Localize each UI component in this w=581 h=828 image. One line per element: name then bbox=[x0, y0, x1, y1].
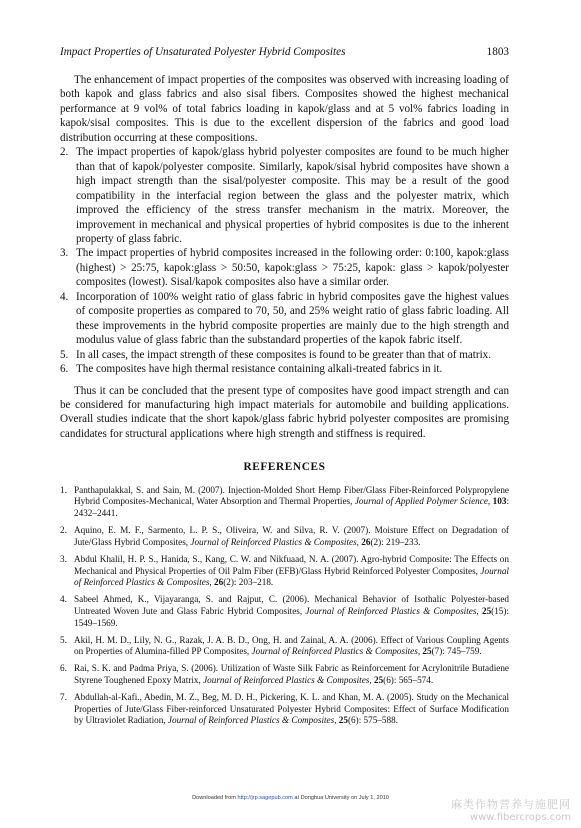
reference-number: 3. bbox=[60, 553, 67, 564]
reference-volume: 25 bbox=[338, 715, 348, 726]
running-header bbox=[60, 44, 509, 60]
reference-pages: (6): 565–574. bbox=[383, 675, 434, 686]
reference-authors-title: Panthapulakkal, S. and Sain, M. (2007). Injection-Molded Short Hemp Fiber/Glass Fiber-Reinforced Polypropylene Hybrid Composites-Mechanical, Water Absorption and Thermal Properties, bbox=[74, 484, 509, 507]
watermark-line-2: www.fibercrops.com bbox=[469, 812, 571, 823]
reference-authors-title: Akil, H. M. D., Lily, N. G., Razak, J. A. B. D., Ong, H. and Zainal, A. A. (2006). Effect of Various Coupling Agents on Properties of Alumina-filled PP Composites, bbox=[74, 634, 509, 657]
reference-number: 7. bbox=[60, 692, 67, 703]
reference-separator: , bbox=[209, 577, 215, 588]
reference-item bbox=[60, 663, 509, 686]
reference-journal: Journal of Reinforced Plastics & Composites bbox=[167, 715, 335, 726]
closing-paragraph: Thus it can be concluded that the present type of composites have good impact strength and can be considered for manufacturing high impact materials for automobile and building applications. Overall studies indicate that the short kapok/glass fabric hybrid polyester composites are promising candidates for structural applications where high strength and stiffness is required. bbox=[60, 384, 509, 440]
reference-number: 1. bbox=[60, 484, 67, 495]
references-heading: REFERENCES bbox=[243, 461, 326, 474]
reference-pages: (15): 1549–1569. bbox=[74, 605, 510, 628]
reference-pages: : 2432–2441. bbox=[74, 496, 509, 518]
reference-number: 6. bbox=[60, 663, 67, 674]
site-watermark bbox=[451, 798, 571, 824]
footer-suffix: at Donghua University on July 1, 2010 bbox=[292, 795, 389, 801]
reference-journal: Journal of Reinforced Plastics & Composites bbox=[203, 675, 370, 686]
running-title: Impact Properties of Unsaturated Polyester Hybrid Composites bbox=[60, 46, 346, 58]
footer-prefix: Downloaded from bbox=[192, 795, 238, 801]
reference-journal: Journal of Reinforced Plastics & Composites bbox=[305, 605, 477, 616]
reference-volume: 25 bbox=[373, 675, 384, 686]
reference-number: 4. bbox=[60, 594, 67, 605]
reference-item bbox=[60, 485, 509, 520]
conclusion-item bbox=[60, 145, 509, 246]
conclusion-text: The impact properties of hybrid composites increased in the following order: 0:100, kapok:glass (highest) > 25:75, kapok:glass > 50:50, kapok:glass > 75:25, kapok: glass > kapok/polyester composites (lowest). Sisal/kapok composites also have a similar order. bbox=[76, 247, 509, 289]
reference-authors-title: Aquino, E. M. F., Sarmento, L. P. S., Oliveira, W. and Silva, R. V. (2007). Moisture Effect on Degradation of Jute/Glass Hybrid Composites, bbox=[74, 525, 509, 547]
conclusion-number: 4. bbox=[60, 290, 69, 303]
references-list bbox=[60, 485, 509, 727]
conclusion-item bbox=[60, 348, 509, 362]
conclusion-item bbox=[60, 246, 509, 289]
reference-pages: (2): 203–218. bbox=[223, 577, 274, 588]
reference-volume: 26 bbox=[214, 577, 224, 588]
reference-volume: 25 bbox=[422, 646, 432, 657]
reference-item bbox=[60, 635, 509, 658]
intro-paragraph: The enhancement of impact properties of the composites was observed with increasing loading of both kapok and glass fabrics and also sisal fibers. Composites showed the highest mechanical performance at 9 vol% of total fabrics loading in kapok/glass and at 5 vol% fabrics loading in kapok/sisal composites. This is due to the excellent dispersion of the fabrics and good load distribution occurring at these compositions. bbox=[60, 74, 509, 144]
reference-volume: 25 bbox=[481, 605, 492, 616]
reference-item bbox=[60, 554, 509, 589]
reference-item bbox=[60, 692, 509, 727]
conclusion-number: 2. bbox=[60, 146, 69, 159]
reference-separator: , bbox=[487, 496, 493, 507]
reference-authors-title: Rai, S. K. and Padma Priya, S. (2006). Utilization of Waste Silk Fabric as Reinforcement for Acrylonitrile Butadiene Styrene Toughened Epoxy Matrix, bbox=[74, 663, 509, 686]
footer-link[interactable]: http://jrp.sagepub.com bbox=[237, 795, 293, 801]
page-body bbox=[60, 73, 509, 733]
conclusion-number: 5. bbox=[60, 348, 69, 361]
reference-separator: , bbox=[356, 536, 362, 547]
conclusion-text: In all cases, the impact strength of these composites is found to be greater than that of matrix. bbox=[76, 348, 491, 361]
reference-separator: , bbox=[476, 605, 482, 616]
page-number: 1803 bbox=[486, 46, 509, 58]
reference-separator: , bbox=[369, 675, 374, 686]
reference-journal: Journal of Reinforced Plastics & Composites bbox=[251, 646, 418, 657]
reference-separator: , bbox=[334, 715, 339, 726]
reference-pages: (6): 575–588. bbox=[347, 715, 398, 726]
reference-authors-title: Abdullah-al-Kafi., Abedin, M. Z., Beg, M. D. H., Pickering, K. L. and Khan, M. A. (2005). Study on the Mechanical Properties of Jute/Glass Fiber-reinforced Unsaturated Polyester Hybrid Composites: Effect of Surface Modification by Ultraviolet Radiation, bbox=[74, 692, 509, 726]
reference-number: 2. bbox=[60, 525, 67, 536]
reference-item bbox=[60, 525, 509, 548]
conclusion-item bbox=[60, 290, 509, 348]
conclusion-number: 6. bbox=[60, 363, 69, 376]
conclusion-text: Incorporation of 100% weight ratio of glass fabric in hybrid composites gave the highest values of composite properties as compared to 70, 50, and 25% weight ratio of glass fabric loading. All these improvements in the hybrid composite properties are mainly due to the high strength and modulus value of glass fabric than the substandard properties of the kapok fabric itself. bbox=[76, 290, 509, 347]
reference-journal: Journal of Applied Polymer Science bbox=[354, 496, 488, 507]
reference-pages: (2): 219–233. bbox=[370, 536, 421, 547]
reference-authors-title: Abdul Khalil, H. P. S., Hanida, S., Kang, C. W. and Nikfuaad, N. A. (2007). Agro-hybrid Composite: The Effects on Mechanical and Physical Properties of Oil Palm Fiber (EFB)/Glass Hybrid Reinforced Polyester Composites, bbox=[74, 553, 509, 576]
reference-number: 5. bbox=[60, 634, 67, 645]
reference-item bbox=[60, 594, 509, 629]
reference-journal: Journal of Reinforced Plastics & Composites bbox=[190, 536, 357, 547]
reference-authors-title: Sabeel Ahmed, K., Vijayaranga, S. and Rajput, C. (2006). Mechanical Behavior of Isothalic Polyester-based Untreated Woven Jute and Glass Fabric Hybrid Composites, bbox=[74, 594, 509, 616]
reference-journal: Journal of Reinforced Plastics & Composites bbox=[74, 565, 509, 588]
reference-volume: 103 bbox=[492, 496, 507, 507]
conclusion-item bbox=[60, 362, 509, 376]
watermark-line-1: 麻类作物营养与施肥网 bbox=[451, 798, 571, 811]
conclusion-text: The impact properties of kapok/glass hybrid polyester composites are found to be much higher than that of kapok/polyester composite. Similarly, kapok/sisal hybrid composites have shown a high impact strength than the sisal/polyester composite. This may be a result of the good compatibility in the interfacial region between the glass and the polyester matrix, which improved the efficiency of the stress transfer mechanism in the matrix. Moreover, the improvement in mechanical and physical properties of hybrid composites is due to the inherent property of glass fabric. bbox=[76, 146, 509, 245]
reference-pages: (7): 745–759. bbox=[431, 646, 482, 657]
conclusion-text: The composites have high thermal resistance containing alkali-treated fabrics in it. bbox=[76, 363, 443, 376]
conclusions-list bbox=[60, 145, 509, 376]
reference-separator: , bbox=[417, 646, 423, 657]
reference-volume: 26 bbox=[361, 536, 371, 547]
conclusion-number: 3. bbox=[60, 247, 69, 260]
